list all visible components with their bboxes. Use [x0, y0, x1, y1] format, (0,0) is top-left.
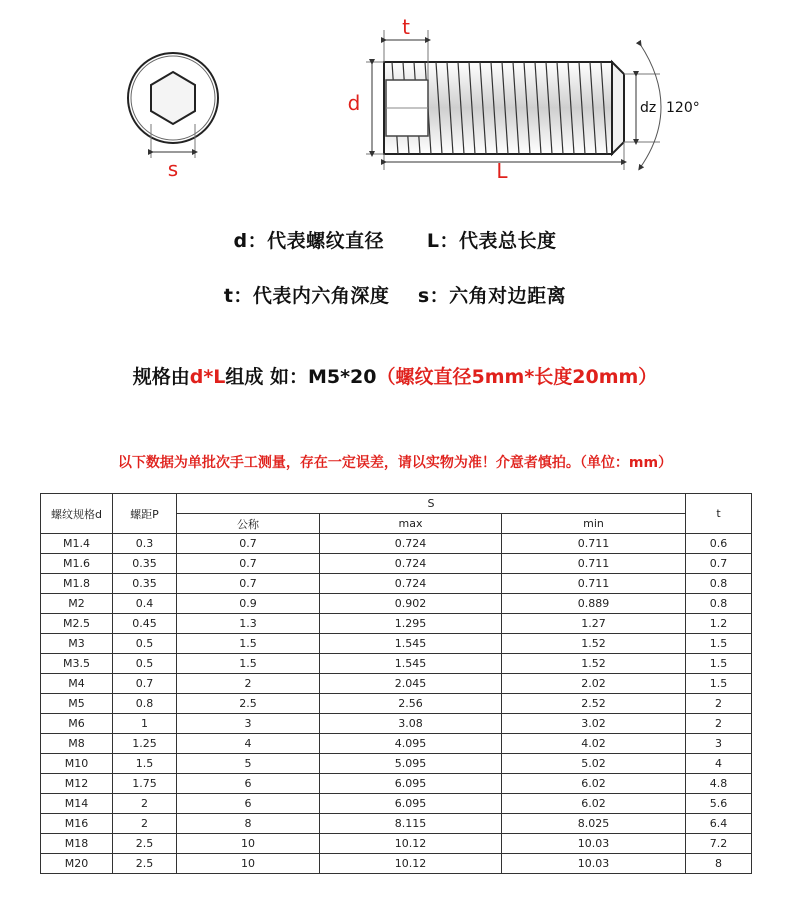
table-row	[41, 834, 752, 854]
cell-s-nominal: 1.5	[177, 654, 320, 674]
cell-s-max: 2.56	[320, 694, 502, 714]
cell-s-min: 2.52	[502, 694, 686, 714]
table-row	[41, 694, 752, 714]
cell-t: 1.2	[686, 614, 752, 634]
header-t: t	[686, 494, 752, 534]
cell-thread-spec: M4	[41, 674, 113, 694]
cell-s-max: 0.724	[320, 534, 502, 554]
cell-pitch: 2.5	[113, 834, 177, 854]
cell-s-nominal: 1.5	[177, 634, 320, 654]
cell-s-min: 5.02	[502, 754, 686, 774]
cell-s-nominal: 10	[177, 834, 320, 854]
cell-s-max: 5.095	[320, 754, 502, 774]
header-s: S	[177, 494, 686, 514]
cell-s-max: 1.545	[320, 654, 502, 674]
table-row	[41, 574, 752, 594]
cell-t: 7.2	[686, 834, 752, 854]
cell-s-max: 6.095	[320, 794, 502, 814]
cell-s-min: 0.889	[502, 594, 686, 614]
cell-pitch: 0.4	[113, 594, 177, 614]
cell-thread-spec: M2.5	[41, 614, 113, 634]
cell-s-min: 4.02	[502, 734, 686, 754]
cell-s-min: 1.52	[502, 634, 686, 654]
cell-pitch: 0.8	[113, 694, 177, 714]
table-row	[41, 614, 752, 634]
cell-s-nominal: 4	[177, 734, 320, 754]
cell-t: 4	[686, 754, 752, 774]
cell-t: 6.4	[686, 814, 752, 834]
spec-table-body	[41, 534, 752, 874]
legend-line-1: d：代表螺纹直径 L：代表总长度	[233, 230, 557, 252]
spec-description	[0, 362, 790, 389]
cell-thread-spec: M6	[41, 714, 113, 734]
cell-thread-spec: M3.5	[41, 654, 113, 674]
cell-t: 1.5	[686, 674, 752, 694]
cell-s-nominal: 8	[177, 814, 320, 834]
end-view	[128, 53, 218, 181]
cell-pitch: 0.45	[113, 614, 177, 634]
label-L: L	[496, 159, 508, 183]
cell-s-min: 2.02	[502, 674, 686, 694]
cell-t: 3	[686, 734, 752, 754]
cell-pitch: 0.5	[113, 634, 177, 654]
cell-thread-spec: M5	[41, 694, 113, 714]
cell-s-nominal: 3	[177, 714, 320, 734]
cell-s-min: 0.711	[502, 554, 686, 574]
spec-prefix: 规格由	[132, 366, 190, 388]
table-row	[41, 734, 752, 754]
cell-thread-spec: M18	[41, 834, 113, 854]
cell-thread-spec: M12	[41, 774, 113, 794]
cell-thread-spec: M8	[41, 734, 113, 754]
cell-s-max: 0.902	[320, 594, 502, 614]
cell-t: 2	[686, 714, 752, 734]
cell-pitch: 1.75	[113, 774, 177, 794]
header-thread-spec: 螺纹规格d	[41, 494, 113, 534]
cell-s-min: 6.02	[502, 794, 686, 814]
legend-line-2: t：代表内六角深度 s：六角对边距离	[223, 285, 567, 307]
cell-pitch: 2	[113, 794, 177, 814]
spec-table	[40, 493, 752, 874]
cell-s-min: 1.52	[502, 654, 686, 674]
spec-note: （螺纹直径5mm*长度20mm）	[376, 366, 658, 388]
cell-thread-spec: M16	[41, 814, 113, 834]
table-row	[41, 594, 752, 614]
table-row	[41, 674, 752, 694]
cell-t: 0.7	[686, 554, 752, 574]
table-row	[41, 814, 752, 834]
cell-pitch: 0.5	[113, 654, 177, 674]
table-row	[41, 754, 752, 774]
header-s-nominal: 公称	[177, 514, 320, 534]
cell-thread-spec: M1.6	[41, 554, 113, 574]
cell-s-nominal: 0.9	[177, 594, 320, 614]
cell-thread-spec: M14	[41, 794, 113, 814]
cell-s-nominal: 10	[177, 854, 320, 874]
cell-pitch: 0.35	[113, 554, 177, 574]
cell-s-min: 1.27	[502, 614, 686, 634]
cell-pitch: 0.7	[113, 674, 177, 694]
cell-thread-spec: M3	[41, 634, 113, 654]
cell-t: 0.8	[686, 594, 752, 614]
cell-s-min: 10.03	[502, 834, 686, 854]
measurement-notice: 以下数据为单批次手工测量，存在一定误差，请以实物为准！介意者慎拍。（单位：mm）	[117, 455, 673, 471]
cell-pitch: 2	[113, 814, 177, 834]
cell-pitch: 2.5	[113, 854, 177, 874]
cell-pitch: 0.35	[113, 574, 177, 594]
cell-s-max: 0.724	[320, 554, 502, 574]
cell-s-max: 6.095	[320, 774, 502, 794]
label-d: d	[347, 91, 361, 115]
cell-t: 8	[686, 854, 752, 874]
table-row	[41, 854, 752, 874]
cell-s-nominal: 0.7	[177, 574, 320, 594]
label-dz: dz	[640, 100, 657, 116]
spec-middle: 组成 如：M5*20	[225, 366, 377, 388]
cell-s-nominal: 6	[177, 794, 320, 814]
cell-s-max: 2.045	[320, 674, 502, 694]
cell-t: 0.6	[686, 534, 752, 554]
label-s: s	[167, 157, 179, 181]
table-row	[41, 714, 752, 734]
cell-s-nominal: 0.7	[177, 534, 320, 554]
cell-s-nominal: 1.3	[177, 614, 320, 634]
cell-t: 5.6	[686, 794, 752, 814]
table-row	[41, 554, 752, 574]
cell-thread-spec: M1.4	[41, 534, 113, 554]
table-row	[41, 794, 752, 814]
header-s-max: max	[320, 514, 502, 534]
cell-s-max: 1.545	[320, 634, 502, 654]
cell-s-nominal: 6	[177, 774, 320, 794]
cell-s-max: 1.295	[320, 614, 502, 634]
cell-pitch: 0.3	[113, 534, 177, 554]
table-row	[41, 654, 752, 674]
table-row	[41, 534, 752, 554]
side-view	[348, 15, 700, 183]
cell-thread-spec: M10	[41, 754, 113, 774]
cell-s-nominal: 5	[177, 754, 320, 774]
cell-t: 0.8	[686, 574, 752, 594]
cell-s-max: 10.12	[320, 834, 502, 854]
cell-pitch: 1	[113, 714, 177, 734]
table-row	[41, 774, 752, 794]
cell-s-min: 3.02	[502, 714, 686, 734]
spec-highlight: d*L	[189, 366, 226, 388]
cell-t: 1.5	[686, 654, 752, 674]
cell-s-min: 0.711	[502, 534, 686, 554]
header-s-min: min	[502, 514, 686, 534]
cell-s-max: 0.724	[320, 574, 502, 594]
label-t: t	[402, 15, 410, 39]
cell-s-nominal: 2	[177, 674, 320, 694]
cell-t: 1.5	[686, 634, 752, 654]
cell-pitch: 1.5	[113, 754, 177, 774]
cell-t: 2	[686, 694, 752, 714]
cell-s-nominal: 0.7	[177, 554, 320, 574]
cell-s-min: 6.02	[502, 774, 686, 794]
cell-s-max: 4.095	[320, 734, 502, 754]
cell-t: 4.8	[686, 774, 752, 794]
cell-s-max: 8.115	[320, 814, 502, 834]
cell-s-max: 3.08	[320, 714, 502, 734]
cell-s-min: 8.025	[502, 814, 686, 834]
cell-thread-spec: M2	[41, 594, 113, 614]
cell-s-max: 10.12	[320, 854, 502, 874]
header-pitch: 螺距P	[113, 494, 177, 534]
label-angle: 120°	[666, 100, 700, 116]
table-row	[41, 634, 752, 654]
cell-thread-spec: M1.8	[41, 574, 113, 594]
cell-pitch: 1.25	[113, 734, 177, 754]
cell-s-nominal: 2.5	[177, 694, 320, 714]
cell-thread-spec: M20	[41, 854, 113, 874]
set-screw-diagram	[0, 0, 790, 200]
cell-s-min: 10.03	[502, 854, 686, 874]
cell-s-min: 0.711	[502, 574, 686, 594]
